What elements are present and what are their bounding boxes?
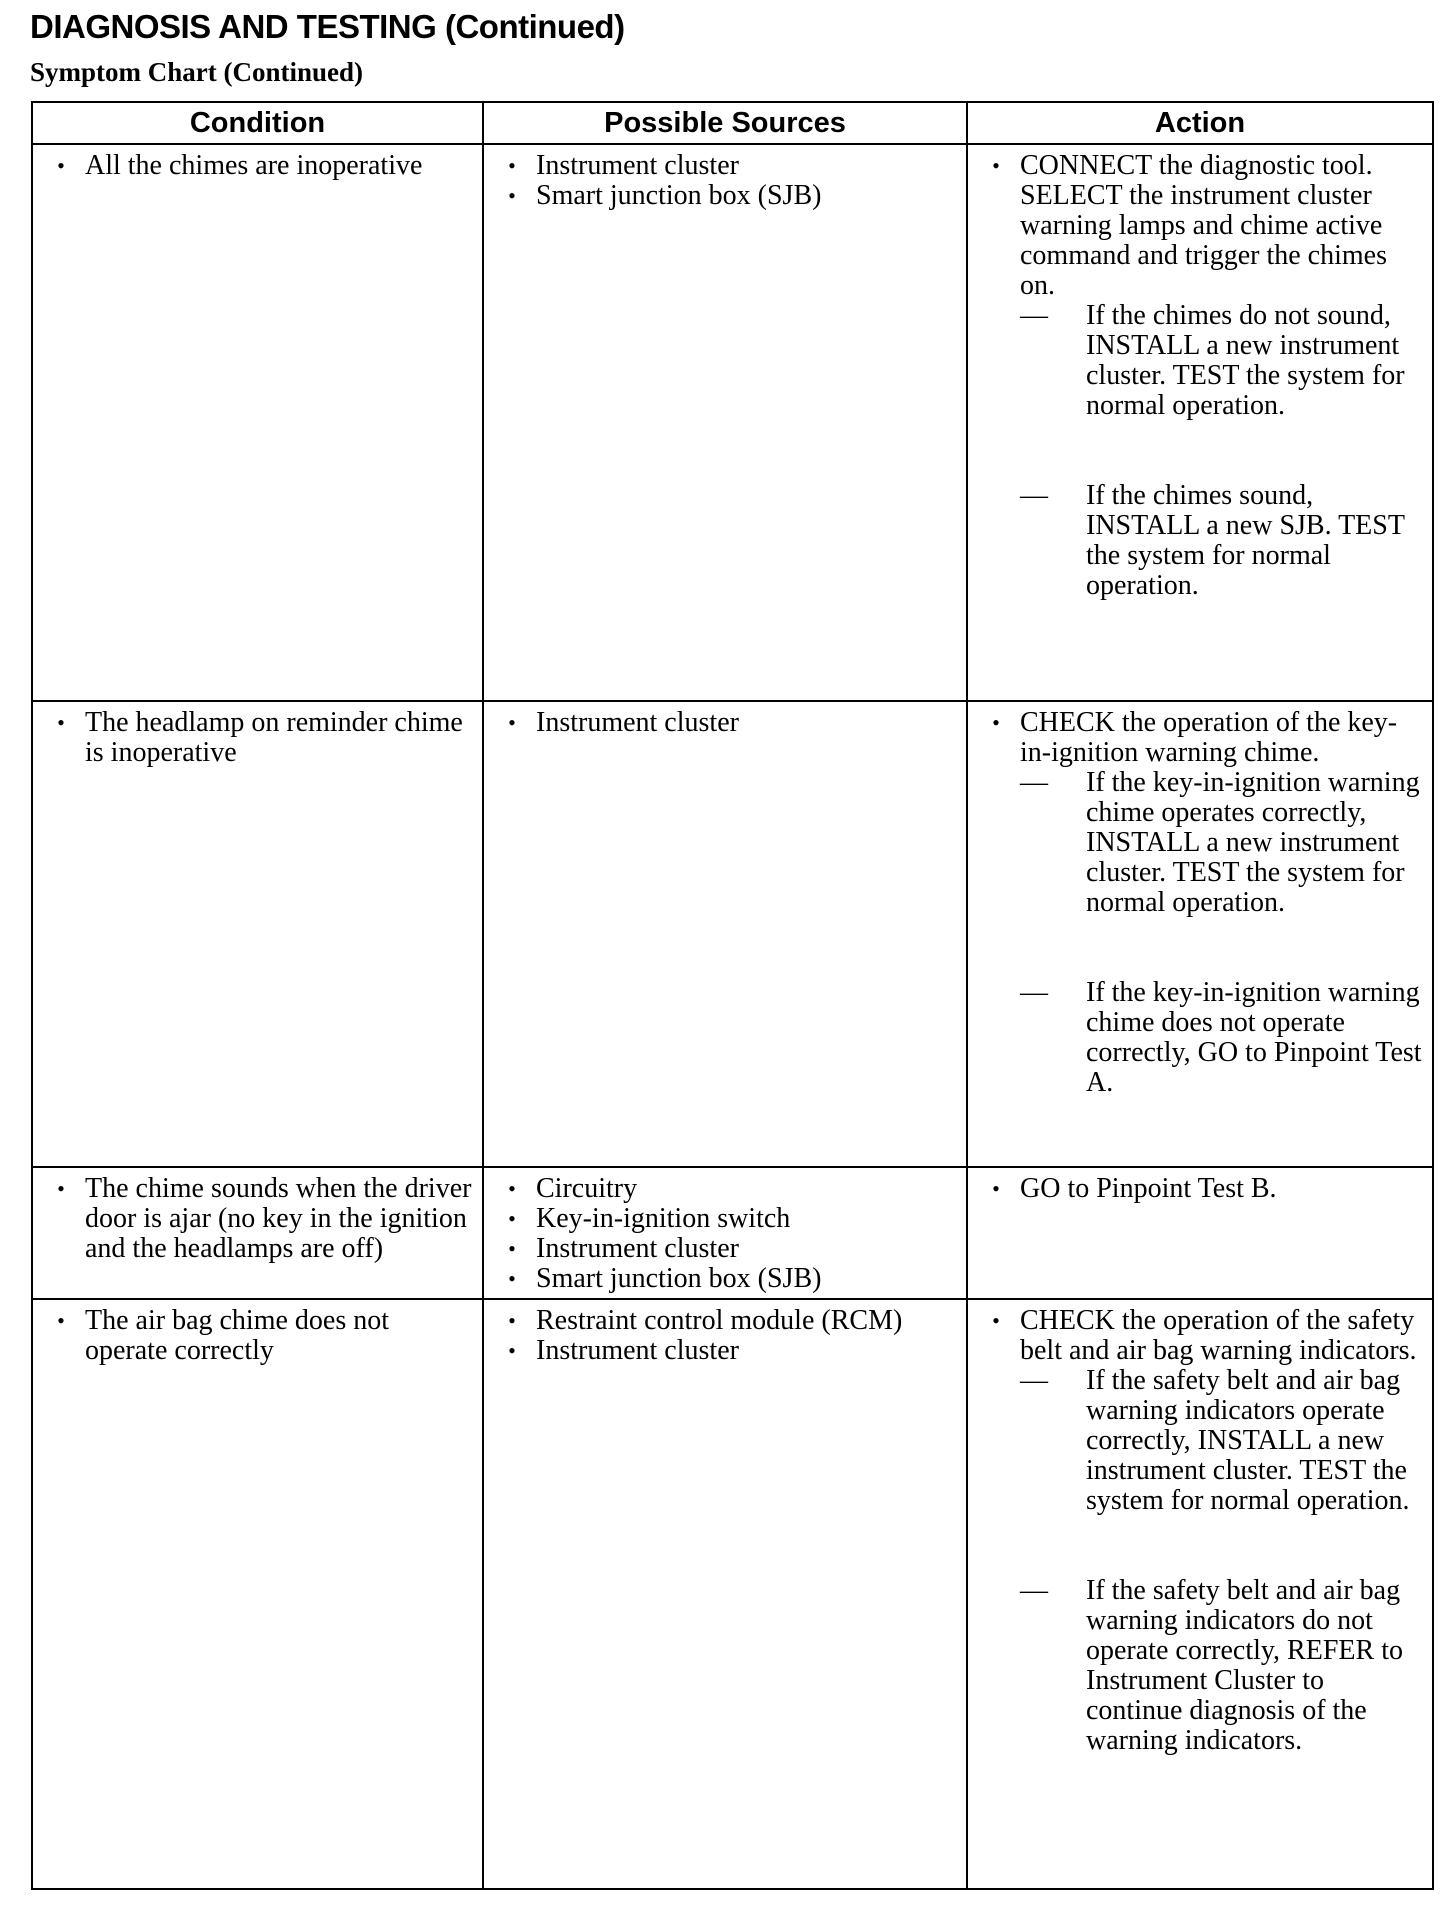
bullet-icon: • xyxy=(992,153,1000,178)
bullet-icon: • xyxy=(992,710,1000,735)
bullet-icon: • xyxy=(57,1176,65,1201)
bullet-icon: • xyxy=(508,1206,516,1231)
bullet-icon: • xyxy=(508,1176,516,1201)
bullet-icon: • xyxy=(508,183,516,208)
dash-icon: — xyxy=(1020,767,1048,798)
bullet-icon: • xyxy=(992,1308,1000,1333)
action-sub-text: If the key-in-ignition warning chime operates correctly, INSTALL a new instrument cluster. TEST the system for normal operation. xyxy=(1086,767,1420,918)
condition-cell xyxy=(32,1299,483,1889)
dash-icon: — xyxy=(1020,1575,1048,1606)
action-main-text: CHECK the operation of the key-in-ignition warning chime. xyxy=(1020,707,1398,768)
condition-cell xyxy=(32,144,483,701)
source-item: Circuitry xyxy=(536,1173,638,1204)
bullet-icon: • xyxy=(508,710,516,735)
sources-cell xyxy=(483,144,967,701)
symptom-chart-table xyxy=(31,101,1434,1890)
action-main-text: GO to Pinpoint Test B. xyxy=(1020,1173,1277,1204)
dash-icon: — xyxy=(1020,977,1048,1008)
bullet-icon: • xyxy=(57,153,65,178)
table-row xyxy=(32,1167,1433,1299)
action-sub-text: If the chimes do not sound, INSTALL a new instrument cluster. TEST the system for normal operation. xyxy=(1086,300,1405,421)
dash-icon: — xyxy=(1020,480,1048,511)
header-action: Action xyxy=(967,102,1433,144)
action-cell xyxy=(967,144,1433,701)
condition-text: The air bag chime does not operate correctly xyxy=(85,1305,390,1366)
action-main-text: CONNECT the diagnostic tool. SELECT the instrument cluster warning lamps and chime active command and trigger the chimes on. xyxy=(1020,150,1387,301)
action-sub-text: If the safety belt and air bag warning indicators operate correctly, INSTALL a new instrument cluster. TEST the system for normal operation. xyxy=(1086,1365,1410,1516)
condition-text: All the chimes are inoperative xyxy=(85,150,423,181)
dash-icon: — xyxy=(1020,1365,1048,1396)
source-item: Instrument cluster xyxy=(536,1335,739,1366)
sources-cell xyxy=(483,701,967,1167)
condition-text: The headlamp on reminder chime is inoperative xyxy=(85,707,463,768)
source-item: Smart junction box (SJB) xyxy=(536,180,822,211)
action-cell xyxy=(967,1299,1433,1889)
action-main-text: CHECK the operation of the safety belt and air bag warning indicators. xyxy=(1020,1305,1417,1366)
bullet-icon: • xyxy=(508,1266,516,1291)
header-condition: Condition xyxy=(32,102,483,144)
bullet-icon: • xyxy=(508,1338,516,1363)
action-cell xyxy=(967,1167,1433,1299)
action-sub-text: If the key-in-ignition warning chime does not operate correctly, GO to Pinpoint Test A. xyxy=(1086,977,1422,1098)
action-sub-text: If the safety belt and air bag warning indicators do not operate correctly, REFER to Instrument Cluster to continue diagnosis of the warning indicators. xyxy=(1086,1575,1403,1756)
chart-subtitle: Symptom Chart (Continued) xyxy=(30,57,364,87)
sources-cell xyxy=(483,1299,967,1889)
page-title: DIAGNOSIS AND TESTING (Continued) xyxy=(30,8,625,45)
source-item: Instrument cluster xyxy=(536,150,739,181)
bullet-icon: • xyxy=(508,153,516,178)
header-possible-sources: Possible Sources xyxy=(483,102,967,144)
table-header-row xyxy=(32,102,1433,144)
table-row xyxy=(32,1299,1433,1889)
condition-cell xyxy=(32,1167,483,1299)
source-item: Restraint control module (RCM) xyxy=(536,1305,903,1336)
table-row xyxy=(32,701,1433,1167)
bullet-icon: • xyxy=(508,1308,516,1333)
source-item: Smart junction box (SJB) xyxy=(536,1263,822,1294)
dash-icon: — xyxy=(1020,300,1048,331)
source-item: Instrument cluster xyxy=(536,707,739,738)
bullet-icon: • xyxy=(57,1308,65,1333)
source-item: Instrument cluster xyxy=(536,1233,739,1264)
table-row xyxy=(32,144,1433,701)
source-item: Key-in-ignition switch xyxy=(536,1203,791,1234)
condition-text: The chime sounds when the driver door is ajar (no key in the ignition and the headlamps are off) xyxy=(85,1173,472,1264)
bullet-icon: • xyxy=(992,1176,1000,1201)
action-sub-text: If the chimes sound, INSTALL a new SJB. TEST the system for normal operation. xyxy=(1086,480,1405,601)
bullet-icon: • xyxy=(57,710,65,735)
condition-cell xyxy=(32,701,483,1167)
action-cell xyxy=(967,701,1433,1167)
bullet-icon: • xyxy=(508,1236,516,1261)
sources-cell xyxy=(483,1167,967,1299)
